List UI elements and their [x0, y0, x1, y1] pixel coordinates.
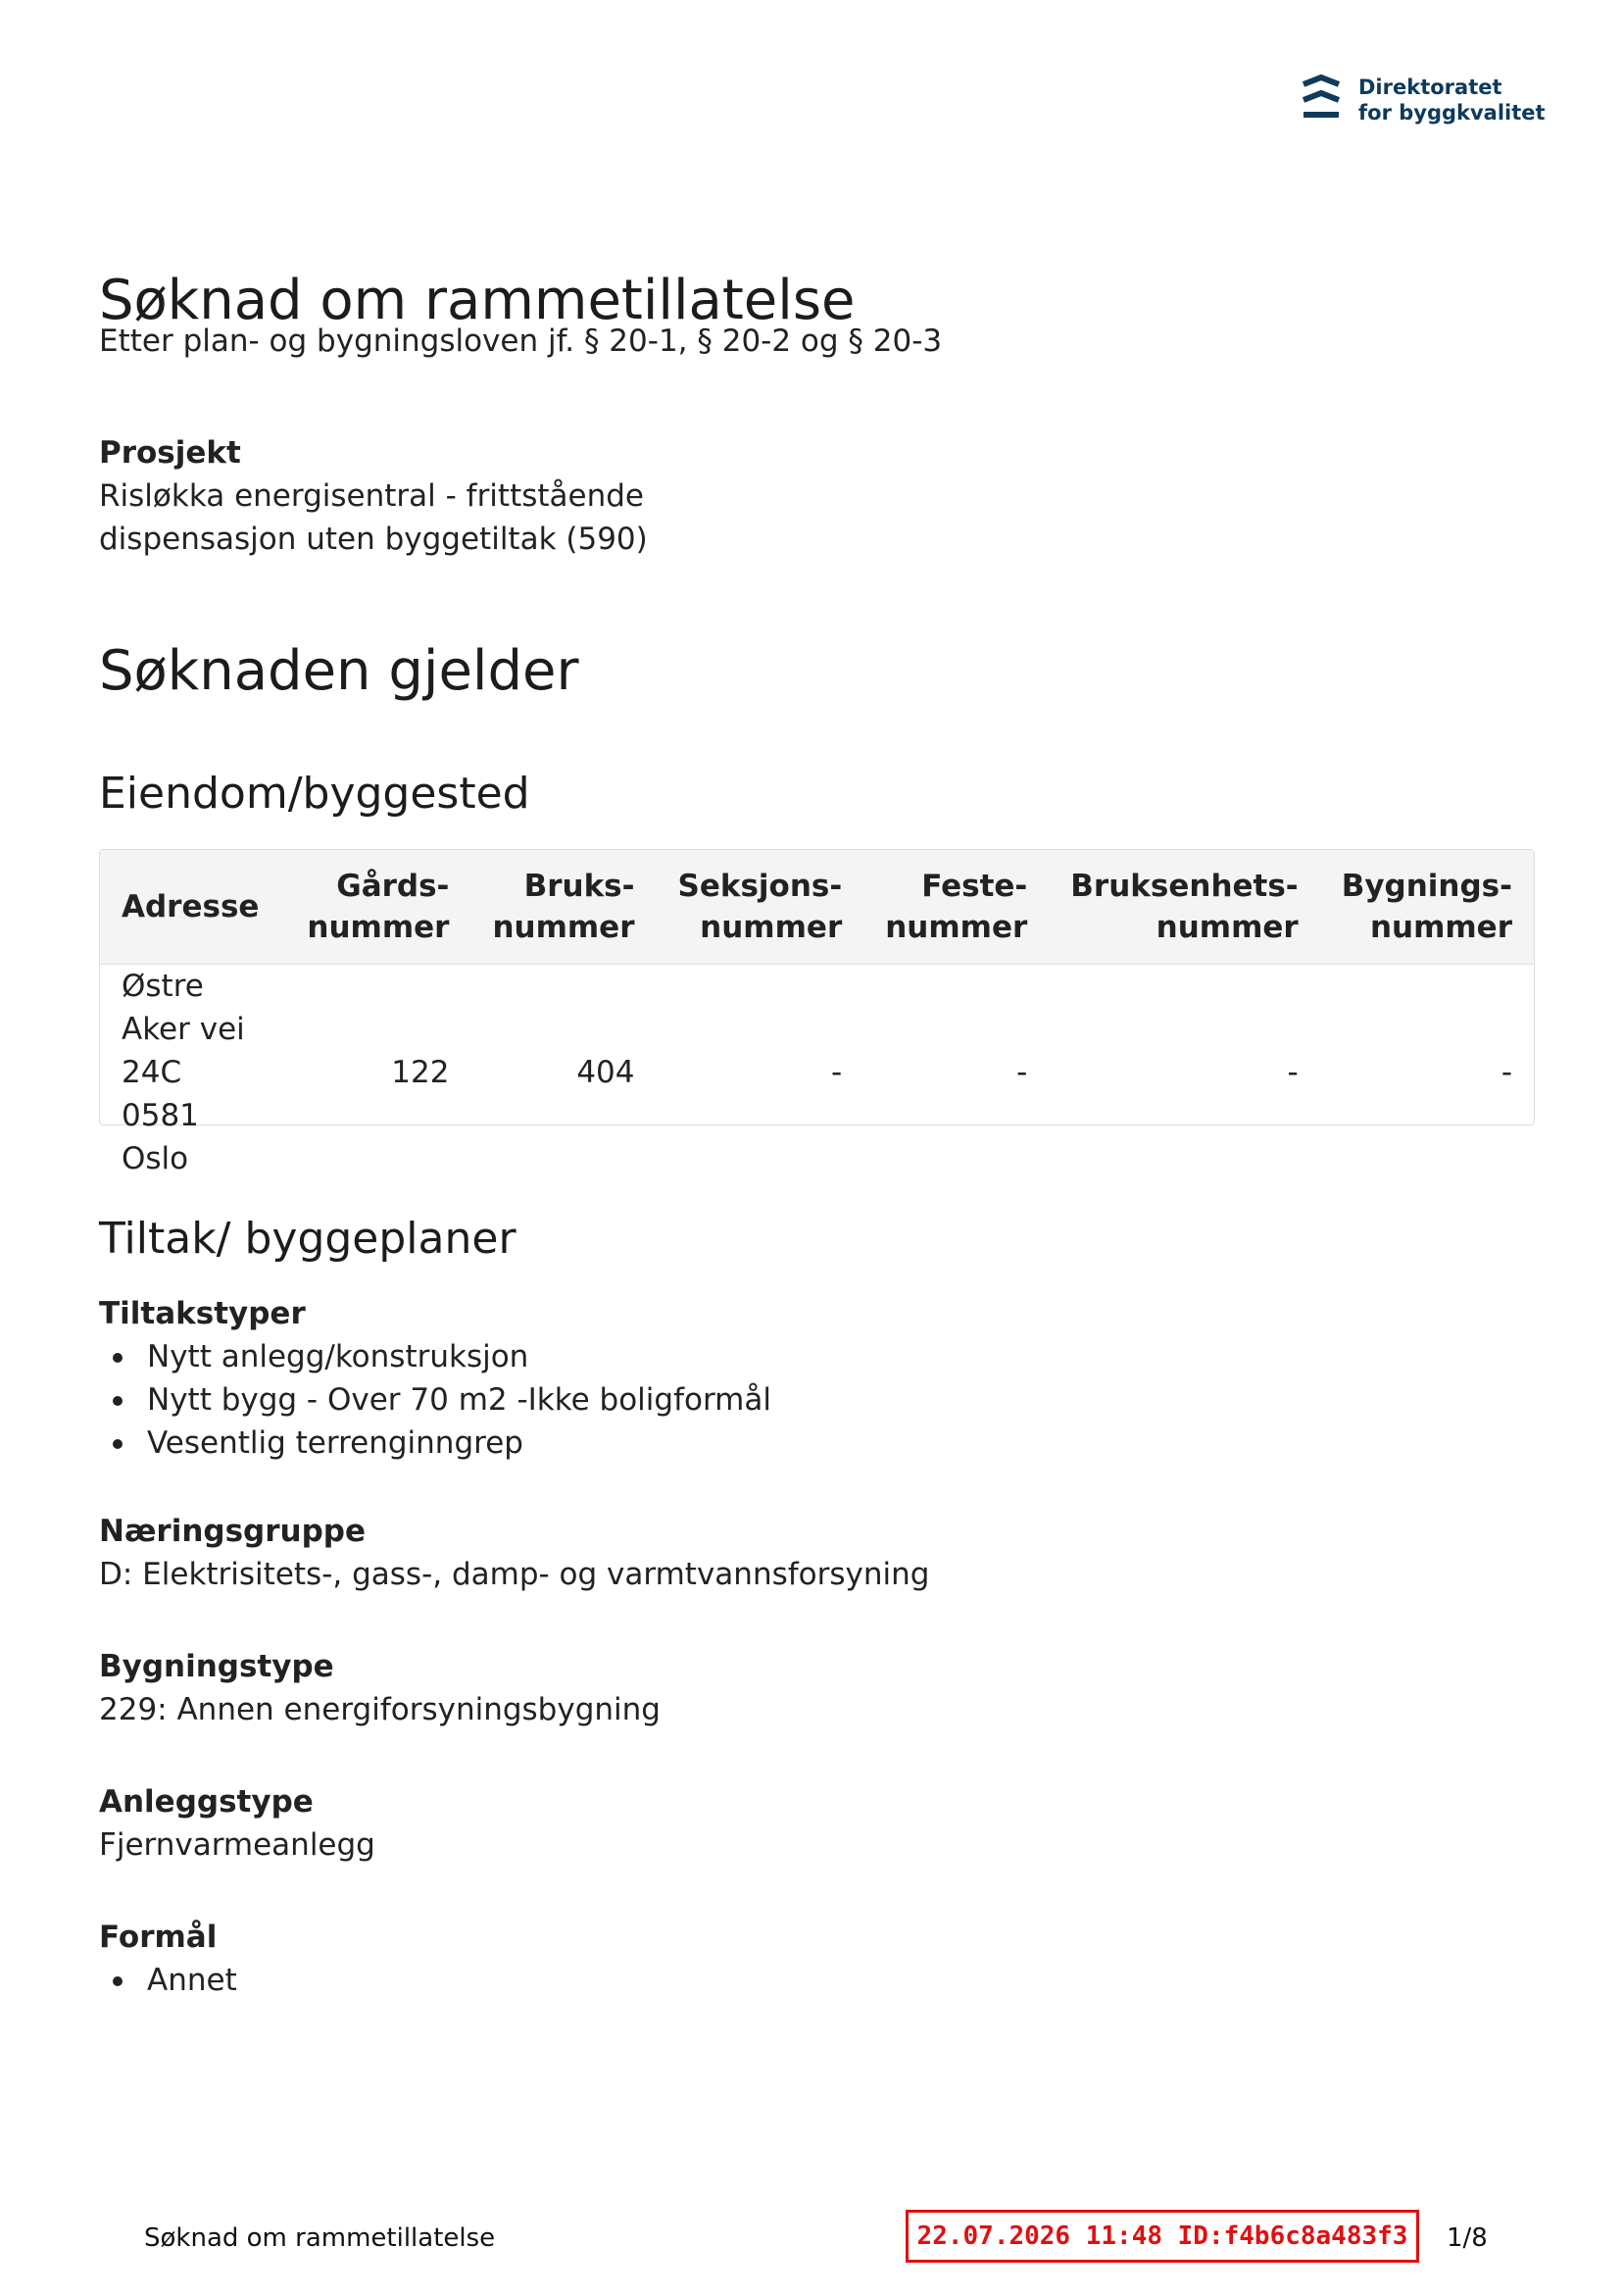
column-header-gardsnummer: Gårds- nummer: [307, 868, 450, 945]
list-item: Annet: [99, 1959, 237, 2002]
bruksenhetsnummer-cell: -: [1287, 1054, 1299, 1090]
anleggstype-label: Anleggstype: [99, 1784, 314, 1820]
seksjonsnummer-cell: -: [831, 1054, 843, 1090]
tiltakstyper-label: Tiltakstyper: [99, 1296, 306, 1331]
column-header-adresse: Adresse: [122, 888, 260, 924]
formal-section: [99, 1916, 237, 2002]
property-heading: Eiendom/byggested: [99, 769, 530, 819]
page-number: 1/8: [1447, 2223, 1488, 2253]
logo-text: [1358, 75, 1546, 125]
column-header-festenummer: Feste- nummer: [885, 868, 1028, 945]
column-header-bygningsnummer: Bygnings- nummer: [1341, 868, 1512, 945]
gardsnummer-cell: 122: [391, 1054, 450, 1090]
address-street: Østre Aker vei: [122, 968, 245, 1047]
timestamp-id-stamp: 22.07.2026 11:48 ID:f4b6c8a483f3: [906, 2210, 1419, 2263]
section-heading: Søknaden gjelder: [99, 639, 579, 703]
footer-document-name: Søknad om rammetillatelse: [144, 2223, 496, 2253]
logo-line-2: for byggkvalitet: [1358, 101, 1546, 125]
naeringsgruppe-value: D: Elektrisitets-, gass-, damp- og varmtvannsforsyning: [99, 1557, 930, 1592]
list-item: Nytt bygg - Over 70 m2 -Ikke boligformål: [99, 1378, 771, 1422]
table-header-row: [100, 850, 1534, 964]
formal-list: [99, 1959, 237, 2002]
project-label: Prosjekt: [99, 435, 241, 471]
address-cell: [100, 964, 285, 1180]
formal-label: Formål: [99, 1920, 218, 1955]
festenummer-cell: -: [1016, 1054, 1028, 1090]
anleggstype-value: Fjernvarmeanlegg: [99, 1827, 375, 1863]
bygningstype-value: 229: Annen energiforsyningsbygning: [99, 1692, 661, 1727]
table-row: [100, 964, 1534, 1180]
bygningstype-label: Bygningstype: [99, 1649, 334, 1684]
naeringsgruppe-section: [99, 1510, 929, 1596]
page-subtitle: Etter plan- og bygningsloven jf. § 20-1, § 20-2 og § 20-3: [99, 324, 943, 359]
bruksnummer-cell: 404: [576, 1054, 635, 1090]
column-header-bruksenhetsnummer: Bruksenhets- nummer: [1070, 868, 1299, 945]
tiltakstyper-section: [99, 1292, 771, 1465]
bygningstype-section: [99, 1645, 661, 1731]
page-title: Søknad om rammetillatelse: [99, 269, 856, 332]
logo-line-1: Direktoratet: [1358, 75, 1502, 99]
address-number: 24C: [122, 1054, 182, 1090]
tiltak-heading: Tiltak/ byggeplaner: [99, 1214, 516, 1264]
logo: [1300, 75, 1546, 125]
tiltakstyper-list: [99, 1335, 771, 1465]
dibk-logo-icon: [1300, 75, 1343, 124]
column-header-bruksnummer: Bruks- nummer: [492, 868, 635, 945]
column-header-seksjonsnummer: Seksjons- nummer: [677, 868, 843, 945]
naeringsgruppe-label: Næringsgruppe: [99, 1514, 367, 1549]
project-line-2: dispensasjon uten byggetiltak (590): [99, 522, 648, 557]
anleggstype-section: [99, 1780, 375, 1867]
bygningsnummer-cell: -: [1500, 1054, 1512, 1090]
list-item: Vesentlig terrenginngrep: [99, 1422, 771, 1465]
list-item: Nytt anlegg/konstruksjon: [99, 1335, 771, 1378]
project-block: [99, 431, 648, 561]
property-table: [99, 849, 1535, 1176]
address-postal: 0581 Oslo: [122, 1097, 199, 1176]
project-line-1: Risløkka energisentral - frittstående: [99, 478, 645, 514]
